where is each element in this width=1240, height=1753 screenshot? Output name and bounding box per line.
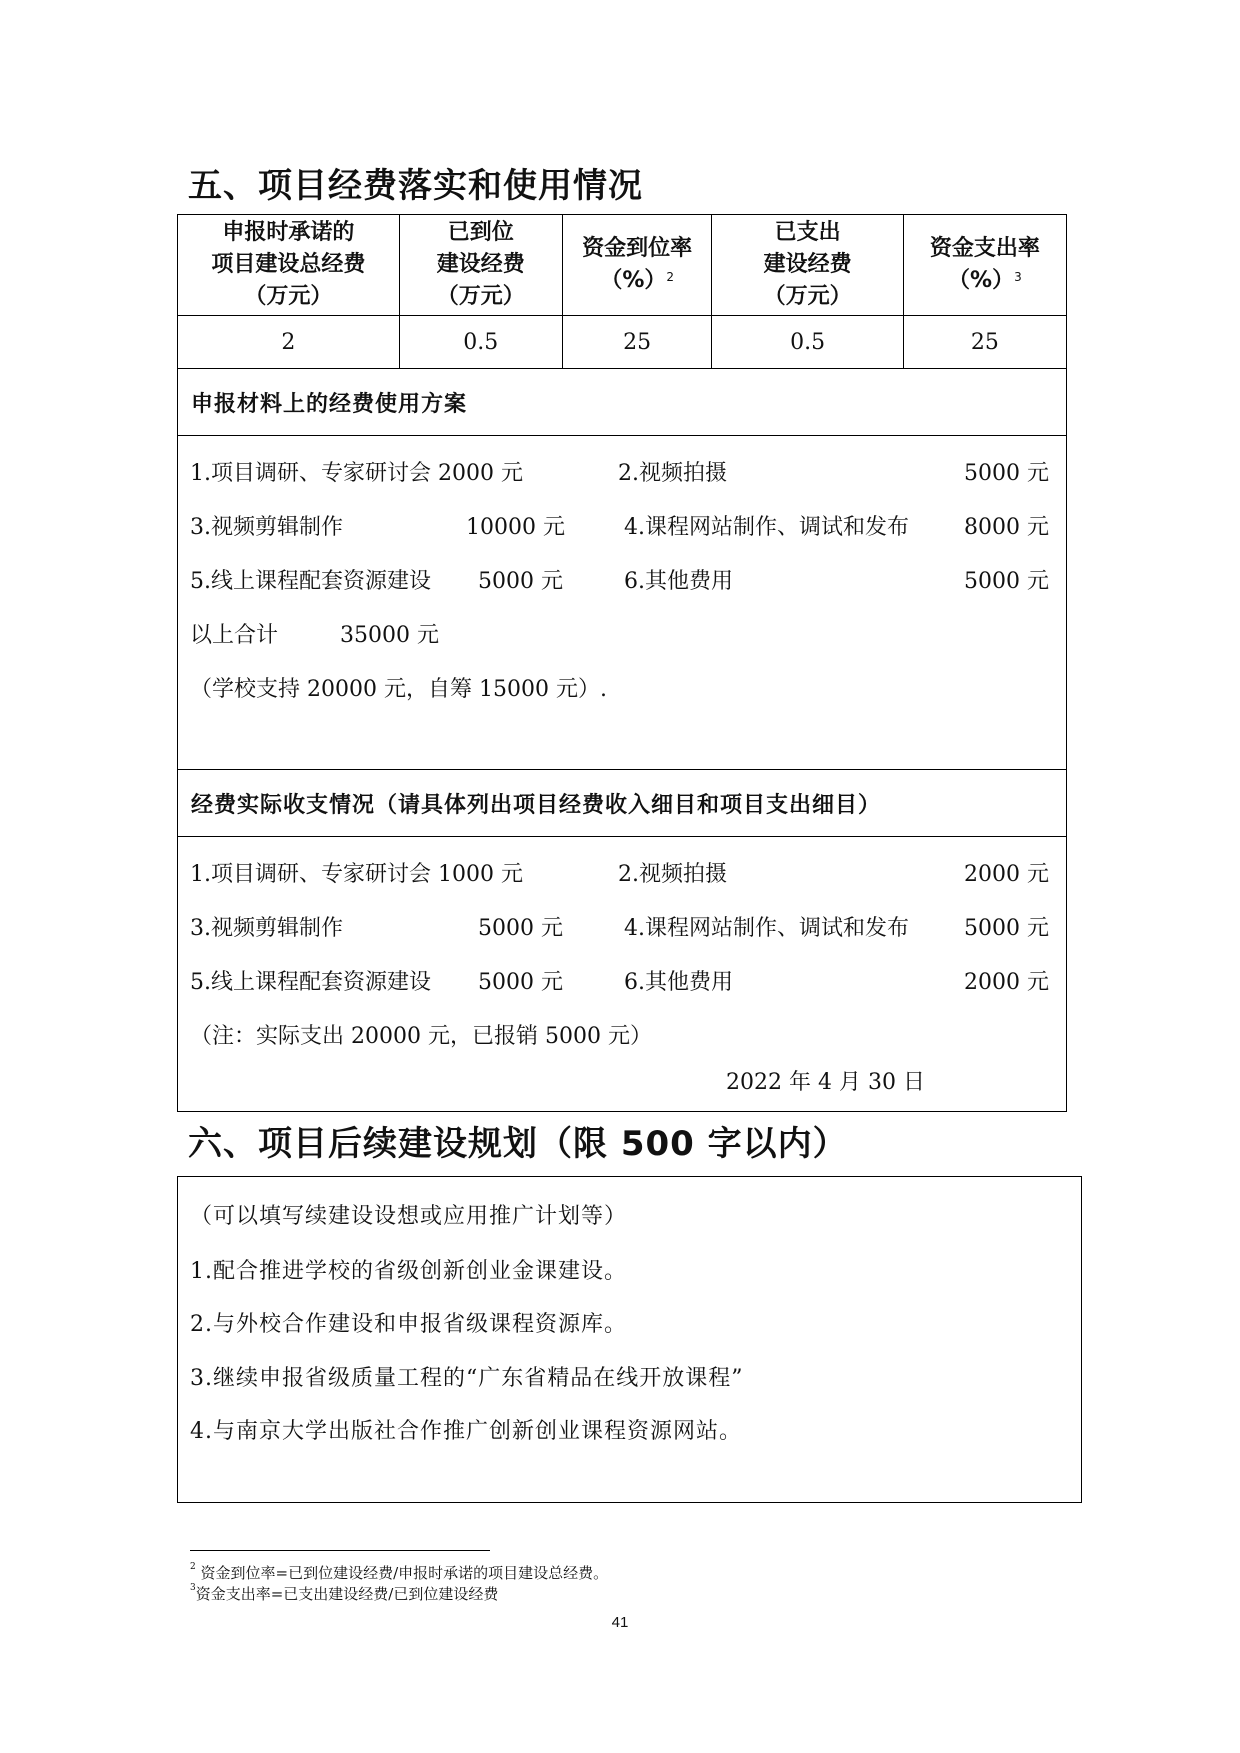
- section-5-title: 五、项目经费落实和使用情况: [188, 166, 643, 206]
- actual-note: （注：实际支出 20000 元，已报销 5000 元）: [190, 1024, 652, 1049]
- value-funds-received: 0.5: [399, 316, 562, 369]
- plan-line-2: 3.视频剪辑制作 10000 元 4.课程网站制作、调试和发布 8000 元: [190, 515, 1049, 540]
- funding-value-row: [178, 316, 1067, 369]
- value-funds-spent: 0.5: [712, 316, 903, 369]
- plan-line-1: 1.项目调研、专家研讨会 2000 元 2.视频拍摄 5000 元: [190, 461, 1049, 486]
- future-plan-item-1: 1.配合推进学校的省级创新创业金课建设。: [190, 1259, 627, 1284]
- actual-heading: 经费实际收支情况（请具体列出项目经费收入细目和项目支出细目）: [178, 770, 1067, 837]
- footnote-divider: [190, 1550, 490, 1551]
- value-total-budget: 2: [178, 316, 400, 369]
- header-funds-spent: 已支出 建设经费 （万元）: [712, 215, 903, 316]
- future-plan-box: [177, 1176, 1082, 1503]
- future-plan-item-2: 2.与外校合作建设和申报省级课程资源库。: [190, 1312, 627, 1337]
- header-arrival-rate: 资金到位率 （%）$^2$: [562, 215, 712, 316]
- section-6-title: 六、项目后续建设规划（限 500 字以内）: [188, 1124, 848, 1164]
- actual-line-1: 1.项目调研、专家研讨会 1000 元 2.视频拍摄 2000 元: [190, 862, 1049, 887]
- footnote-3: $^3$资金支出率=已支出建设经费/已到位建设经费: [190, 1583, 499, 1603]
- actual-body: [178, 837, 1067, 1112]
- footnote-2: $^2$ 资金到位率=已到位建设经费/申报时承诺的项目建设总经费。: [190, 1562, 609, 1582]
- future-plan-item-4: 4.与南京大学出版社合作推广创新创业课程资源网站。: [190, 1419, 742, 1444]
- header-funds-received: 已到位 建设经费 （万元）: [399, 215, 562, 316]
- header-spending-rate: 资金支出率 （%）$^3$: [903, 215, 1066, 316]
- value-arrival-rate: 25: [562, 316, 712, 369]
- plan-total: 以上合计 35000 元: [190, 623, 439, 648]
- funding-header-row: [178, 215, 1067, 316]
- actual-line-3: 5.线上课程配套资源建设 5000 元 6.其他费用 2000 元: [190, 970, 1049, 995]
- plan-heading: 申报材料上的经费使用方案: [178, 369, 1067, 436]
- future-plan-hint: （可以填写续建设设想或应用推广计划等）: [190, 1204, 628, 1229]
- page-number: 41: [611, 1614, 629, 1631]
- header-total-budget: 申报时承诺的 项目建设总经费 （万元）: [178, 215, 400, 316]
- actual-date: 2022 年 4 月 30 日: [726, 1070, 925, 1095]
- plan-body: [178, 436, 1067, 770]
- plan-note: （学校支持 20000 元，自筹 15000 元）.: [190, 677, 607, 702]
- actual-line-2: 3.视频剪辑制作 5000 元 4.课程网站制作、调试和发布 5000 元: [190, 916, 1049, 941]
- value-spending-rate: 25: [903, 316, 1066, 369]
- future-plan-item-3: 3.继续申报省级质量工程的“广东省精品在线开放课程”: [190, 1366, 744, 1391]
- plan-line-3: 5.线上课程配套资源建设 5000 元 6.其他费用 5000 元: [190, 569, 1049, 594]
- funding-table: [177, 214, 1067, 1112]
